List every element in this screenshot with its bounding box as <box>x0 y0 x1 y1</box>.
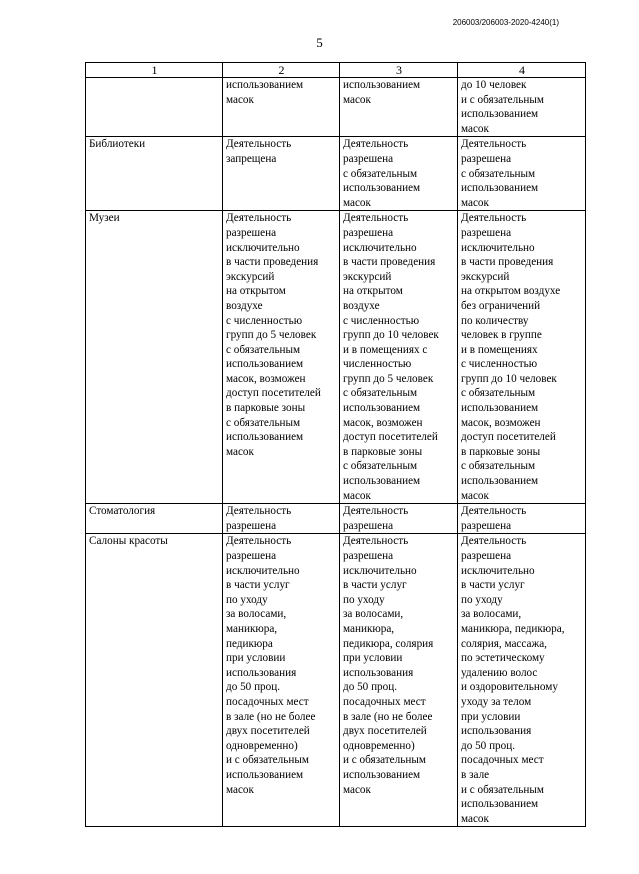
cell-text-line: доступ посетителей <box>343 431 438 444</box>
cell-text-line: с обязательным <box>343 460 418 473</box>
cell-text-line: в части проведения <box>226 256 319 269</box>
cell-text-line: использования <box>461 725 532 738</box>
cell-text-line: разрешена <box>226 519 277 532</box>
cell-text-line: Деятельность <box>461 212 527 225</box>
cell-text-line: использованием <box>343 475 421 488</box>
cell-text-line: при условии <box>226 652 286 665</box>
page-number: 5 <box>316 35 323 50</box>
cell-text-line: на открытом <box>226 285 286 298</box>
cell-text-line: использованием <box>343 79 421 91</box>
cell-text-line: в парковые зоны <box>343 445 423 458</box>
cell-text-line: маникюра, <box>343 622 395 635</box>
cell-text-line: масок <box>226 445 254 458</box>
regime-cell-col3 <box>340 78 458 137</box>
regime-cell-col2 <box>223 504 340 534</box>
cell-text-line: Деятельность <box>343 138 409 151</box>
cell-text-line: солярия, массажа, <box>461 637 547 650</box>
cell-text-line: и с обязательным <box>343 754 426 767</box>
cell-text-line: педикюра <box>226 637 273 650</box>
cell-text-line: Деятельность <box>461 535 527 548</box>
cell-text-line: использованием <box>461 402 539 415</box>
cell-text-line: экскурсий <box>226 270 275 283</box>
cell-text-line: Деятельность <box>226 505 292 518</box>
regime-cell-col3 <box>340 504 458 534</box>
cell-text-line: воздухе <box>343 299 380 312</box>
cell-text-line: использованием <box>226 358 304 371</box>
cell-text-line: Деятельность <box>461 138 527 151</box>
cell-text-line: без ограничений <box>461 299 541 312</box>
cell-text-line: численностью <box>343 358 412 371</box>
cell-text-line: исключительно <box>226 241 300 254</box>
organization-type-cell: Музеи <box>86 211 223 504</box>
cell-text-line: исключительно <box>343 564 417 577</box>
cell-text-line: использованием <box>226 768 304 781</box>
cell-text-line: с обязательным <box>461 387 536 400</box>
cell-text-line: использованием <box>461 182 539 195</box>
regime-cell-col2 <box>223 137 340 211</box>
cell-text-line: с обязательным <box>226 416 301 429</box>
organization-type-cell: Стоматология <box>86 504 223 534</box>
cell-text-line: посадочных мест <box>461 754 544 767</box>
cell-text-line: разрешена <box>226 226 277 239</box>
cell-text-line: разрешена <box>226 550 277 562</box>
cell-text-line: в зале (но не более <box>226 710 316 723</box>
cell-text-line: Деятельность <box>226 535 292 548</box>
cell-text-line: на открытом <box>343 285 403 298</box>
cell-text-line: использованием <box>226 79 304 91</box>
cell-text-line: использования <box>343 666 414 679</box>
cell-text-line: с обязательным <box>343 387 418 400</box>
column-number-1: 1 <box>86 63 223 78</box>
cell-text-line: разрешена <box>461 152 512 165</box>
cell-text-line: в части услуг <box>343 579 407 592</box>
cell-text-line: разрешена <box>461 226 512 239</box>
cell-text-line: одновременно) <box>226 739 298 752</box>
cell-text-line: удалению волос <box>461 666 538 679</box>
cell-text-line: использованием <box>343 402 421 415</box>
table-body <box>86 78 586 827</box>
cell-text-line: исключительно <box>461 241 535 254</box>
column-number-4: 4 <box>458 63 586 78</box>
cell-text-line: и оздоровительному <box>461 681 558 694</box>
cell-text-line: до 50 проц. <box>461 739 516 752</box>
cell-text-line: экскурсий <box>461 270 510 283</box>
cell-text-line: человек в группе <box>461 329 542 342</box>
cell-text-line: по уходу <box>343 593 385 606</box>
cell-text-line: использованием <box>226 431 304 444</box>
cell-text-line: Деятельность <box>343 212 409 225</box>
regime-cell-col3 <box>340 137 458 211</box>
cell-text-line: масок <box>461 812 489 825</box>
cell-text-line: педикюра, солярия <box>343 637 434 650</box>
cell-text-line: за волосами, <box>461 608 522 621</box>
cell-text-line: доступ посетителей <box>226 387 321 400</box>
cell-text-line: Деятельность <box>226 138 292 151</box>
cell-text-line: разрешена <box>343 519 394 532</box>
cell-text-line: маникюра, <box>226 622 278 635</box>
cell-text-line: с численностью <box>343 314 420 327</box>
cell-text-line: масок <box>343 93 371 106</box>
cell-text-line: масок <box>461 122 489 135</box>
cell-text-line: запрещена <box>226 152 277 165</box>
document-id: 206003/206003-2020-4240(1) <box>452 18 559 27</box>
regime-cell-col2 <box>223 534 340 827</box>
cell-text-line: в парковые зоны <box>226 402 306 415</box>
regime-cell-col4 <box>458 137 586 211</box>
cell-text-line: до 10 человек <box>461 79 527 91</box>
cell-text-line: экскурсий <box>343 270 392 283</box>
cell-text-line: масок <box>343 783 371 796</box>
cell-text-line: на открытом воздухе <box>461 285 561 298</box>
cell-text-line: в зале (но не более <box>343 710 433 723</box>
organization-type-cell <box>86 78 223 137</box>
cell-text-line: использованием <box>461 798 539 811</box>
cell-text-line: групп до 5 человек <box>226 329 317 342</box>
cell-text-line: с численностью <box>461 358 538 371</box>
regime-cell-col2 <box>223 211 340 504</box>
cell-text-line: посадочных мест <box>343 695 426 708</box>
cell-text-line: и с обязательным <box>226 754 309 767</box>
regime-cell-col4 <box>458 211 586 504</box>
cell-text-line: в парковые зоны <box>461 445 541 458</box>
cell-text-line: разрешена <box>461 519 512 532</box>
cell-text-line: и в помещениях <box>461 343 538 356</box>
cell-text-line: в части проведения <box>461 256 554 269</box>
cell-text-line: масок <box>226 93 254 106</box>
cell-text-line: Деятельность <box>343 535 409 548</box>
column-number-2: 2 <box>223 63 340 78</box>
regime-cell-col4 <box>458 534 586 827</box>
organization-type-cell: Библиотеки <box>86 137 223 211</box>
cell-text-line: за волосами, <box>226 608 287 621</box>
cell-text-line: масок <box>461 196 489 209</box>
regime-cell-col3 <box>340 211 458 504</box>
cell-text-line: масок, возможен <box>343 416 423 429</box>
cell-text-line: разрешена <box>343 226 394 239</box>
table-row <box>86 504 586 534</box>
cell-text-line: в зале <box>461 768 490 781</box>
regime-cell-col2 <box>223 78 340 137</box>
cell-text-line: масок <box>226 783 254 796</box>
cell-text-line: одновременно) <box>343 739 415 752</box>
cell-text-line: групп до 10 человек <box>461 372 557 385</box>
table-row <box>86 137 586 211</box>
cell-text-line: и в помещениях с <box>343 343 428 356</box>
cell-text-line: воздухе <box>226 299 263 312</box>
regime-cell-col3 <box>340 534 458 827</box>
cell-text-line: использованием <box>343 182 421 195</box>
cell-text-line: доступ посетителей <box>461 431 556 444</box>
cell-text-line: с обязательным <box>461 167 536 180</box>
regulations-table <box>85 62 586 827</box>
cell-text-line: двух посетителей <box>226 725 310 738</box>
cell-text-line: при условии <box>461 710 521 723</box>
cell-text-line: уходу за телом <box>461 695 532 708</box>
cell-text-line: посадочных мест <box>226 695 309 708</box>
cell-text-line: Деятельность <box>461 505 527 518</box>
cell-text-line: масок, возможен <box>226 372 306 385</box>
cell-text-line: исключительно <box>343 241 417 254</box>
cell-text-line: с обязательным <box>461 460 536 473</box>
organization-type-cell: Салоны красоты <box>86 534 223 827</box>
cell-text-line: с обязательным <box>343 167 418 180</box>
column-number-3: 3 <box>340 63 458 78</box>
cell-text-line: исключительно <box>226 564 300 577</box>
table-row <box>86 78 586 137</box>
regime-cell-col4 <box>458 504 586 534</box>
cell-text-line: использованием <box>461 475 539 488</box>
cell-text-line: использования <box>226 666 297 679</box>
cell-text-line: при условии <box>343 652 403 665</box>
cell-text-line: Деятельность <box>226 212 292 225</box>
cell-text-line: по количеству <box>461 314 529 327</box>
cell-text-line: до 50 проц. <box>343 681 398 694</box>
regime-cell-col4 <box>458 78 586 137</box>
cell-text-line: двух посетителей <box>343 725 427 738</box>
cell-text-line: и с обязательным <box>461 783 544 796</box>
cell-text-line: разрешена <box>343 550 394 562</box>
cell-text-line: в части проведения <box>343 256 436 269</box>
cell-text-line: масок <box>343 196 371 209</box>
cell-text-line: с обязательным <box>226 343 301 356</box>
cell-text-line: и с обязательным <box>461 93 544 106</box>
cell-text-line: до 50 проц. <box>226 681 281 694</box>
table-row <box>86 211 586 504</box>
cell-text-line: групп до 10 человек <box>343 329 439 342</box>
cell-text-line: по уходу <box>461 593 503 606</box>
cell-text-line: разрешена <box>461 550 512 562</box>
cell-text-line: масок <box>461 489 489 502</box>
cell-text-line: масок, возможен <box>461 416 541 429</box>
cell-text-line: исключительно <box>461 564 535 577</box>
cell-text-line: по эстетическому <box>461 652 545 665</box>
cell-text-line: в части услуг <box>461 579 525 592</box>
table-row <box>86 534 586 827</box>
cell-text-line: использованием <box>343 768 421 781</box>
cell-text-line: разрешена <box>343 152 394 165</box>
cell-text-line: по уходу <box>226 593 268 606</box>
cell-text-line: групп до 5 человек <box>343 372 434 385</box>
cell-text-line: в части услуг <box>226 579 290 592</box>
cell-text-line: маникюра, педикюра, <box>461 622 565 635</box>
cell-text-line: использованием <box>461 108 539 121</box>
cell-text-line: с численностью <box>226 314 303 327</box>
cell-text-line: за волосами, <box>343 608 404 621</box>
cell-text-line: масок <box>343 489 371 502</box>
column-number-row <box>86 63 586 78</box>
cell-text-line: Деятельность <box>343 505 409 518</box>
